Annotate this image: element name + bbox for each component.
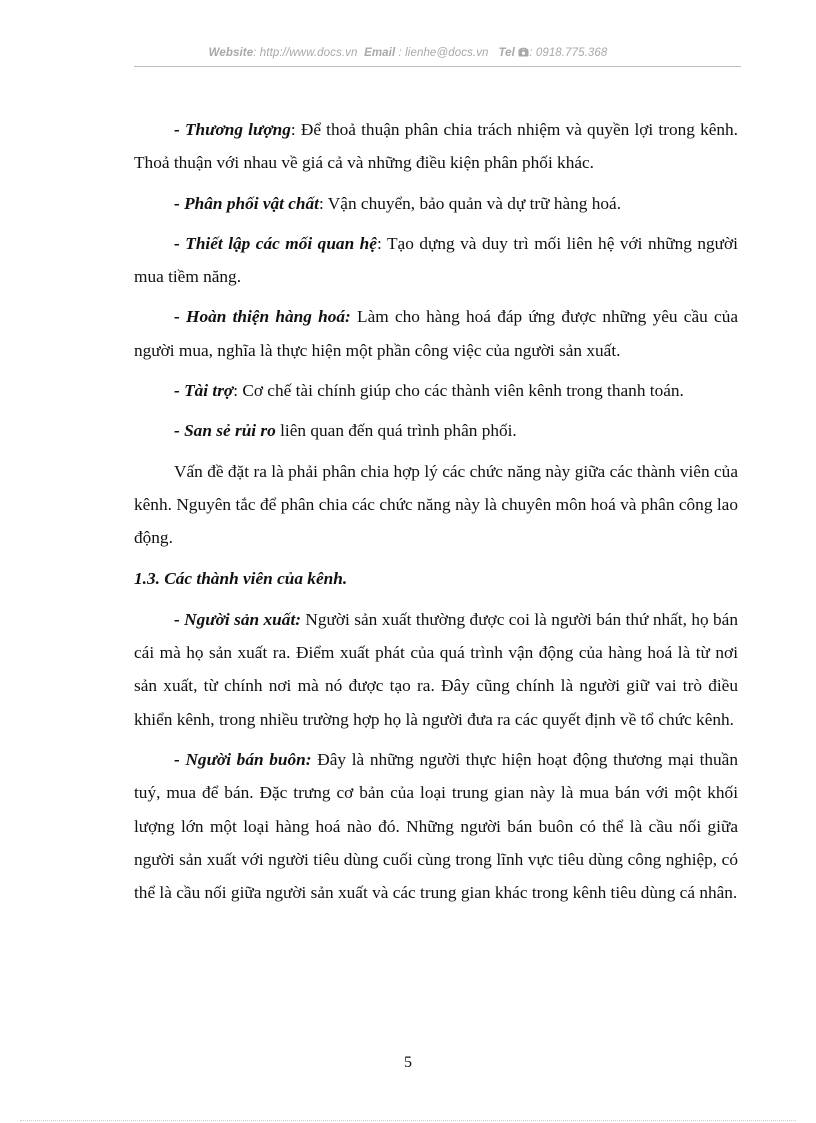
paragraph-negotiation [134, 113, 738, 180]
definition: : Vận chuyển, bảo quản và dự trữ hàng hoá. [318, 193, 622, 213]
term: - Thiết lập các mối quan hệ [174, 233, 377, 253]
paragraph-summary: Vấn đề đặt ra là phải phân chia hợp lý các chức năng này giữa các thành viên của kênh. Nguyên tắc để phân chia các chức năng này là chuyên môn hoá và phân công lao động. [134, 461, 738, 548]
definition: : Cơ chế tài chính giúp cho các thành viên kênh trong thanh toán. [233, 381, 684, 401]
email-label: Email [364, 47, 396, 59]
paragraph-producer [134, 603, 738, 736]
definition: : Để thoả thuận phân chia trách nhiệm và quyền lợi trong kênh. Thoả thuận với nhau về giá cả và những điều kiện phân phối khác. [134, 120, 738, 173]
tel-label: Tel [498, 47, 515, 59]
document-body [134, 113, 738, 917]
section-title: 1.3. Các thành viên của kênh. [134, 568, 348, 588]
term: - Hoàn thiện hàng hoá: [174, 307, 351, 327]
term: - San sẻ rủi ro [174, 421, 276, 441]
term: - Người bán buôn: [174, 750, 312, 770]
page-number: 5 [404, 1054, 412, 1071]
header-divider [134, 66, 741, 67]
term: - Tài trợ [174, 381, 234, 401]
email-value: : lienhe@docs.vn [398, 47, 489, 59]
paragraph-financing [134, 374, 738, 407]
definition: : Tạo dựng và duy trì mối liên hệ với những người mua tiềm năng. [134, 233, 738, 287]
paragraph-risk-sharing [134, 414, 738, 447]
term: - Người sản xuất: [174, 609, 301, 629]
term: - Phân phối vật chất [174, 193, 319, 213]
phone-icon [518, 47, 529, 60]
paragraph-wholesaler [134, 743, 738, 909]
website-value: : http://www.docs.vn [253, 47, 358, 59]
term: - Thương lượng [174, 120, 291, 139]
page-header [0, 47, 816, 60]
paragraph-relationships [134, 227, 738, 294]
tel-value: : 0918.775.368 [529, 47, 608, 59]
definition: Làm cho hàng hoá đáp ứng được những yêu cầu của người mua, nghĩa là thực hiện một phần công việc của người sản xuất. [134, 307, 738, 360]
website-label: Website [208, 47, 254, 59]
footer-divider [20, 1120, 796, 1121]
paragraph-product-completion [134, 300, 738, 367]
definition: Đây là những người thực hiện hoạt động thương mại thuần tuý, mua để bán. Đặc trưng cơ bản của loại trung gian này là mua bán với một khối lượng lớn một loại hàng hoá nào đó. Những người bán buôn có thể là cầu nối giữa người sản xuất với người tiêu dùng cuối cùng trong lĩnh vực tiêu dùng công nghiệp, có thể là cầu nối giữa người sản xuất và các trung gian khác trong kênh tiêu dùng cá nhân. [134, 750, 738, 903]
definition: Người sản xuất thường được coi là người bán thứ nhất, họ bán cái mà họ sản xuất ra. Điểm xuất phát của quá trình vận động của hàng hoá là từ nơi sản xuất, từ chính nơi mà nó được tạo ra. Đây cũng chính là người giữ vai trò điều khiển kênh, trong nhiều trường hợp họ là người đưa ra các quyết định về tổ chức kênh. [134, 609, 738, 729]
paragraph-physical-distribution [134, 187, 738, 220]
definition: liên quan đến quá trình phân phối. [275, 421, 517, 441]
